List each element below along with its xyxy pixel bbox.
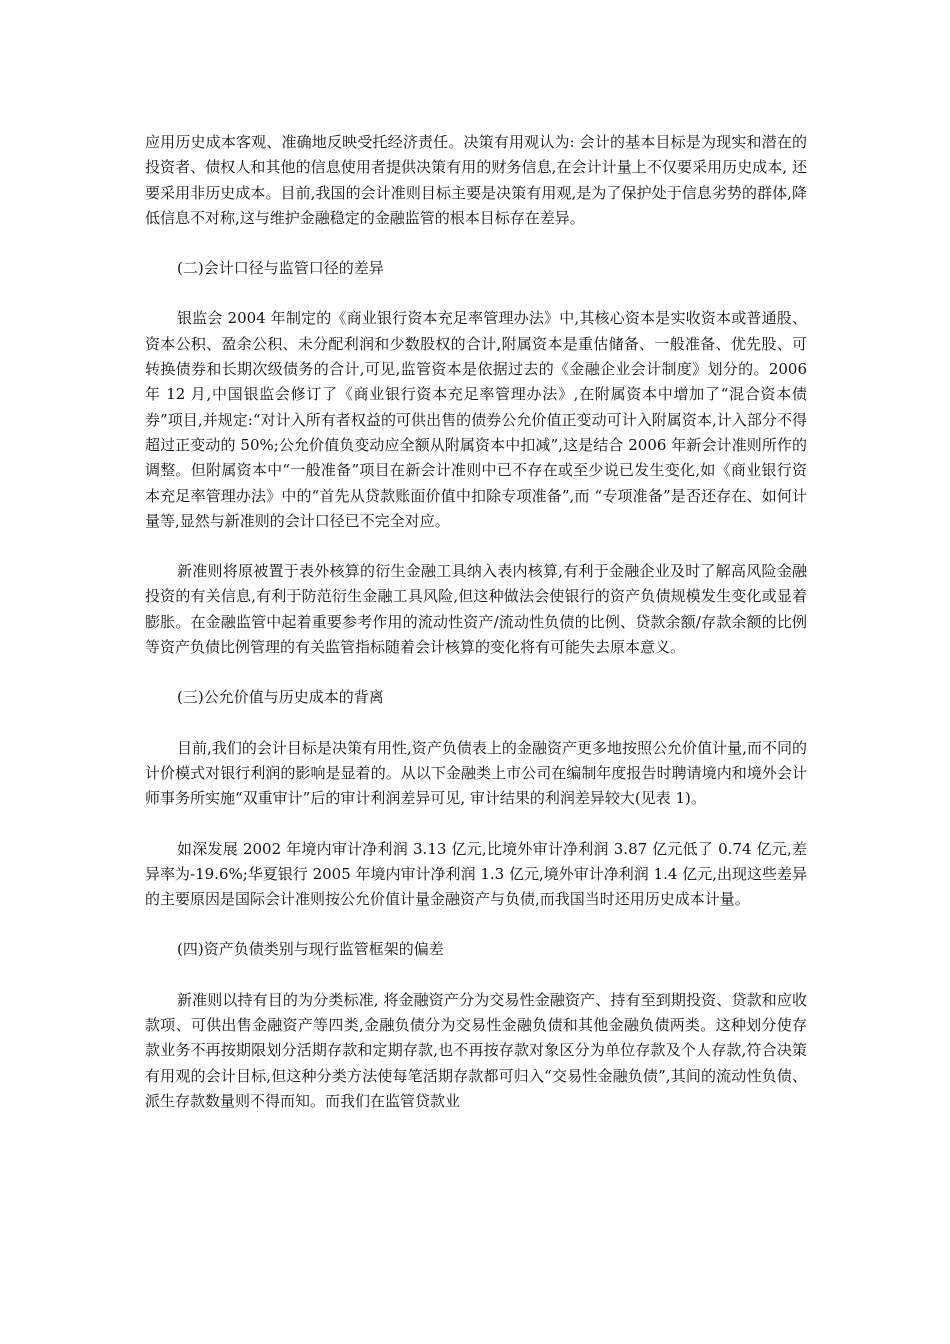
paragraph-derivatives: 新准则将原被置于表外核算的衍生金融工具纳入表内核算,有利于金融企业及时了解高风险金融投资的有关信息,有利于防范衍生金融工具风险,但这种做法会使银行的资产负债规模发生变化或显着膨胀。在金融监管中起着重要参考作用的流动性资产/流动性负债的比例、贷款余额/存款余额的比例等资产负债比例管理的有关监管指标随着会计核算的变化将有可能失去原本意义。 <box>145 562 807 657</box>
document-body <box>145 130 807 1139</box>
paragraph-classification: 新准则以持有目的为分类标准, 将金融资产分为交易性金融资产、持有至到期投资、贷款和应收款项、可供出售金融资产等四类,金融负债分为交易性金融负债和其他金融负债两类。这种划分使存款业务不再按期限划分活期存款和定期存款,也不再按存款对象区分为单位存款及个人存款,符合决策有用观的会计目标,但这种分类方法使每笔活期存款都可归入“交易性金融负债”,其间的流动性负债、派生存款数量则不得而知。而我们在监管贷款业 <box>145 990 807 1110</box>
paragraph-continuation: 应用历史成本客观、准确地反映受托经济责任。决策有用观认为: 会计的基本目标是为现实和潜在的投资者、债权人和其他的信息使用者提供决策有用的财务信息,在会计计量上不仅要采用历史成本, 还要采用非历史成本。目前,我国的会计准则目标主要是决策有用观,是为了保护处于信息劣势的群体,降低信息不对称,这与维护金融稳定的金融监管的根本目标存在差异。 <box>145 133 807 227</box>
section-heading-3: (三)公允价值与历史成本的背离 <box>177 688 384 707</box>
section-heading-2: (二)会计口径与监管口径的差异 <box>177 259 384 278</box>
section-heading-4: (四)资产负债类别与现行监管框架的偏差 <box>177 940 444 959</box>
paragraph-capital-rules: 银监会 2004 年制定的《商业银行资本充足率管理办法》中,其核心资本是实收资本或普通股、资本公积、盈余公积、未分配利润和少数股权的合计,附属资本是重估储备、一般准备、优先股、可转换债券和长期次级债务的合计,可见,监管资本是依据过去的《金融企业会计制度》划分的。2006 年 12 月,中国银监会修订了《商业银行资本充足率管理办法》,在附属资本中增加了“混合资本债券”项目,并规定:“对计入所有者权益的可供出售的债券公允价值正变动可计入附属资本,计入部分不得超过正变动的 50%;公允价值负变动应全额从附属资本中扣减”,这是结合 2006 年新会计准则所作的调整。但附属资本中“一般准备”项目在新会计准则中已不存在或至少说已发生变化,如《商业银行资本充足率管理办法》中的“首先从贷款账面价值中扣除专项准备”,而 “专项准备”是否还存在、如何计量等,显然与新准则的会计口径已不完全对应。 <box>145 309 807 530</box>
paragraph-audit-examples: 如深发展 2002 年境内审计净利润 3.13 亿元,比境外审计净利润 3.87 亿元低了 0.74 亿元,差异率为-19.6%;华夏银行 2005 年境内审计净利润 1.3 亿元,境外审计净利润 1.4 亿元,出现这些差异的主要原因是国际会计准则按公允价值计量金融资产与负债,而我国当时还用历史成本计量。 <box>145 839 807 909</box>
paragraph-fair-value: 目前,我们的会计目标是决策有用性,资产负债表上的金融资产更多地按照公允价值计量,而不同的计价模式对银行利润的影响是显着的。从以下金融类上市公司在编制年度报告时聘请境内和境外会计师事务所实施“双重审计”后的审计利润差异可见, 审计结果的利润差异较大(见表 1)。 <box>145 738 807 808</box>
